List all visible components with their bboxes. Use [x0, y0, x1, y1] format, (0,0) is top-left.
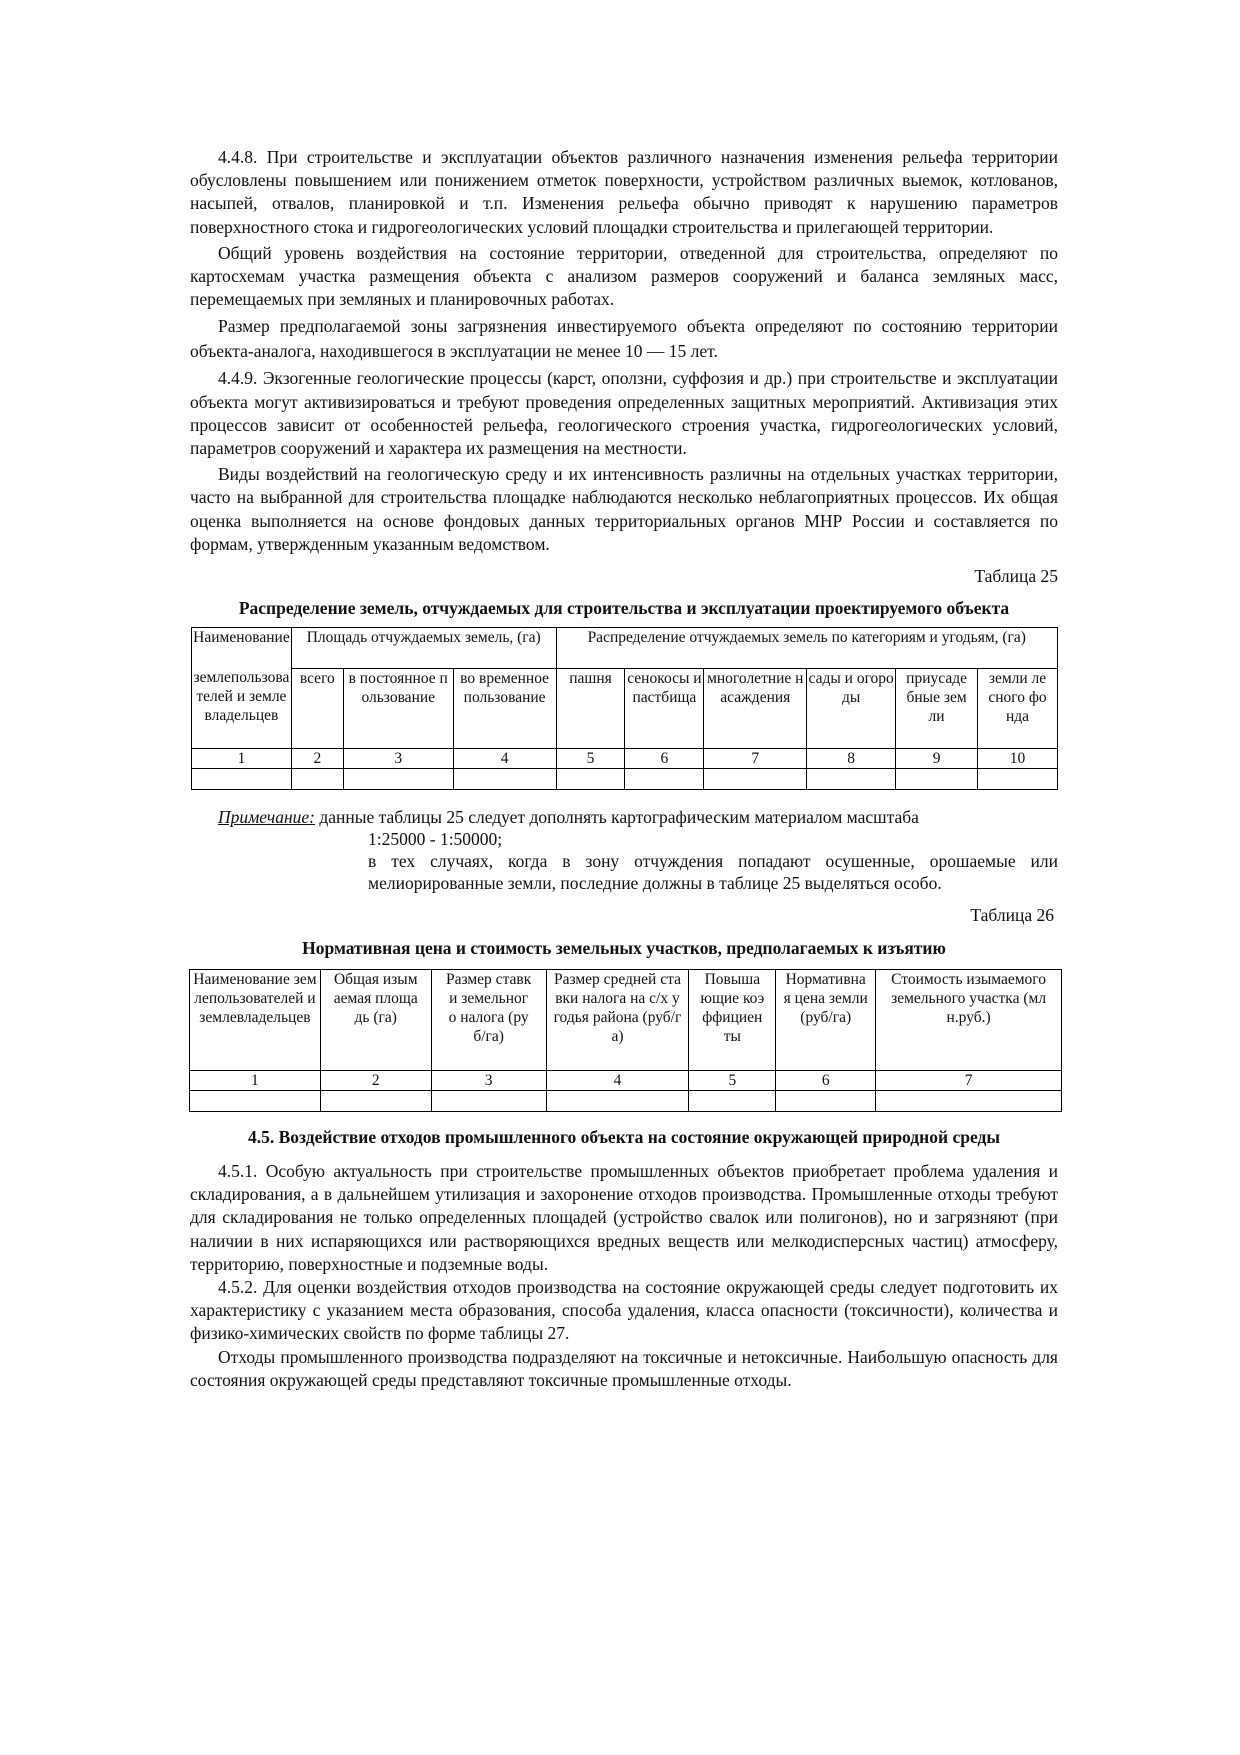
table25-num: 2 [291, 749, 343, 769]
section-4-5-title: 4.5. Воздействие отходов промышленного объекта на состояние окружающей природной среды [247, 1127, 1000, 1148]
table25-empty-cell [896, 769, 978, 790]
table25-num: 3 [343, 749, 453, 769]
table25-empty-cell [453, 769, 556, 790]
table25-empty-cell [978, 769, 1058, 790]
table26-empty-row [190, 1091, 1062, 1112]
note-line-1: данные таблицы 25 следует дополнять картографическим материалом масштаба [319, 807, 919, 828]
table26-caption: Таблица 26 [970, 905, 1054, 926]
table26-empty-cell [876, 1091, 1062, 1112]
table26-num: 3 [431, 1071, 546, 1091]
table25-head-perennial: многолетние насаждения [704, 668, 807, 749]
table26-num: 4 [546, 1071, 689, 1091]
table26-empty-cell [320, 1091, 431, 1112]
note-first-line [190, 806, 1058, 828]
table25-head-meadows: сенокосы и пастбища [625, 668, 704, 749]
paragraph-4-4-9: 4.4.9. Экзогенные геологические процессы (карст, оползни, суффозия и др.) при строительстве и эксплуатации объекта могут активизироваться и требуют проведения определенных защитных мероприятий. Активизация этих процессов зависит от особенностей рельефа, геологического строения участка, гидрогеологических условий, параметров сооружений и характера их размещения на местности. [190, 368, 1058, 459]
table25-empty-cell [291, 769, 343, 790]
table25-head-name-bottom: землепользователей и землевладельцев [192, 668, 292, 749]
document-page [190, 146, 1058, 1392]
note-label: Примечание: [218, 807, 315, 828]
table25-note [190, 806, 1058, 894]
table25-empty-cell [192, 769, 292, 790]
table25-num: 1 [192, 749, 292, 769]
table26-title: Нормативная цена и стоимость земельных участков, предполагаемых к изъятию [302, 938, 946, 959]
table25-num: 6 [625, 749, 704, 769]
table25-header-row-2 [192, 668, 1058, 749]
table25-group-area: Площадь отчуждаемых земель, (га) [291, 628, 556, 669]
table26-head-cost: Стоимость изымаемого земельного участка (млн.руб.) [876, 970, 1062, 1071]
table25-empty-row [192, 769, 1058, 790]
table25-num: 4 [453, 749, 556, 769]
table26-head-tax-rate: Размер ставки земельного налога (руб/га) [431, 970, 546, 1071]
table25-head-name-top: Наименование [192, 628, 292, 669]
table25-header-row-1 [192, 628, 1058, 669]
table25-group-distribution: Распределение отчуждаемых земель по категориям и угодьям, (га) [556, 628, 1057, 669]
table26-empty-cell [776, 1091, 876, 1112]
table26-num: 2 [320, 1071, 431, 1091]
table26-num: 5 [689, 1071, 776, 1091]
table25-head-forest: земли лесного фонда [978, 668, 1058, 749]
table26-head-normative-price: Нормативная цена земли (руб/га) [776, 970, 876, 1071]
table26-head-area: Общая изымаемая площадь (га) [320, 970, 431, 1071]
paragraph-waste-types: Отходы промышленного производства подразделяют на токсичные и нетоксичные. Наибольшую опасность для состояния окружающей среды представляют токсичные промышленные отходы. [190, 1346, 1058, 1390]
paragraph-4-5-2: 4.5.2. Для оценки воздействия отходов производства на состояние окружающей среды следует подготовить их характеристику с указанием места образования, способа удаления, класса опасности (токсичности), количества и физико-химических свойств по форме таблицы 27. [190, 1277, 1058, 1344]
table25-empty-cell [625, 769, 704, 790]
table26-empty-cell [689, 1091, 776, 1112]
table25-num: 7 [704, 749, 807, 769]
table25-num: 9 [896, 749, 978, 769]
table25-empty-cell [556, 769, 625, 790]
table25-num: 8 [807, 749, 896, 769]
table26-head-name: Наименование землепользователей и землевладельцев [190, 970, 321, 1071]
table25-empty-cell [704, 769, 807, 790]
table25-head-homestead: приусадебные земли [896, 668, 978, 749]
table25-head-temporary: во временное пользование [453, 668, 556, 749]
paragraph-general-impact: Общий уровень воздействия на состояние территории, отведенной для строительства, определяют по картосхемам участка размещения объекта с анализом размеров сооружений и баланса земляных масс, перемещаемых при земляных и планировочных работах. [190, 242, 1058, 310]
paragraph-4-5-1: 4.5.1. Особую актуальность при строительстве промышленных объектов приобретает проблема удаления и складирования, а в дальнейшем утилизация и захоронение отходов производства. Промышленные отходы требуют для складирования не только определенных площадей (устройство свалок или полигонов), но и загрязняют (при наличии в них испаряющихся или растворяющихся вредных веществ или мелкодисперсных частиц) атмосферу, территорию, поверхностные и подземные воды. [190, 1161, 1058, 1274]
table26-empty-cell [546, 1091, 689, 1112]
paragraph-impact-types: Виды воздействий на геологическую среду и их интенсивность различны на отдельных участках территории, часто на выбранной для строительства площадке наблюдаются несколько неблагоприятных процессов. Их общая оценка выполняется на основе фондовых данных территориальных органов МНР России и составляется по формам, утвержденным указанным ведомством. [190, 464, 1058, 554]
table25-number-row [192, 749, 1058, 769]
paragraph-4-4-8: 4.4.8. При строительстве и эксплуатации объектов различного назначения изменения рельефа территории обусловлены повышением или понижением отметок поверхности, устройством различных выемок, котлованов, насыпей, отвалов, планировкой и т.п. Изменения рельефа обычно приводят к нарушению параметров поверхностного стока и гидрогеологических условий площадки строительства и прилегающей территории. [190, 147, 1058, 237]
table25-head-total: всего [291, 668, 343, 749]
note-line-3: в тех случаях, когда в зону отчуждения попадают осушенные, орошаемые или мелиорированные земли, последние должны в таблице 25 выделяться особо. [368, 851, 1058, 894]
table26-num: 1 [190, 1071, 321, 1091]
table25-caption: Таблица 25 [974, 566, 1058, 587]
table26-empty-cell [431, 1091, 546, 1112]
table25-title: Распределение земель, отчуждаемых для строительства и эксплуатации проектируемого объекта [238, 598, 1010, 619]
table26-head-avg-tax: Размер средней ставки налога на с/х угодья района (руб/га) [546, 970, 689, 1071]
paragraph-pollution-zone: Размер предполагаемой зоны загрязнения инвестируемого объекта определяют по состоянию территории объекта-аналога, находившегося в эксплуатации не менее 10 — 15 лет. [190, 316, 1058, 362]
table25-head-arable: пашня [556, 668, 625, 749]
table26-num: 6 [776, 1071, 876, 1091]
table26-num: 7 [876, 1071, 1062, 1091]
table26 [189, 969, 1062, 1112]
note-line-2: 1:25000 - 1:50000; [368, 829, 503, 850]
table25-num: 10 [978, 749, 1058, 769]
table25-empty-cell [343, 769, 453, 790]
table26-header-row [190, 970, 1062, 1071]
table25 [191, 627, 1058, 790]
table26-number-row [190, 1071, 1062, 1091]
table26-head-coefficients: Повышающие коэффициенты [689, 970, 776, 1071]
table25-num: 5 [556, 749, 625, 769]
table25-empty-cell [807, 769, 896, 790]
table26-empty-cell [190, 1091, 321, 1112]
table25-head-permanent: в постоянное пользование [343, 668, 453, 749]
table25-head-gardens: сады и огороды [807, 668, 896, 749]
